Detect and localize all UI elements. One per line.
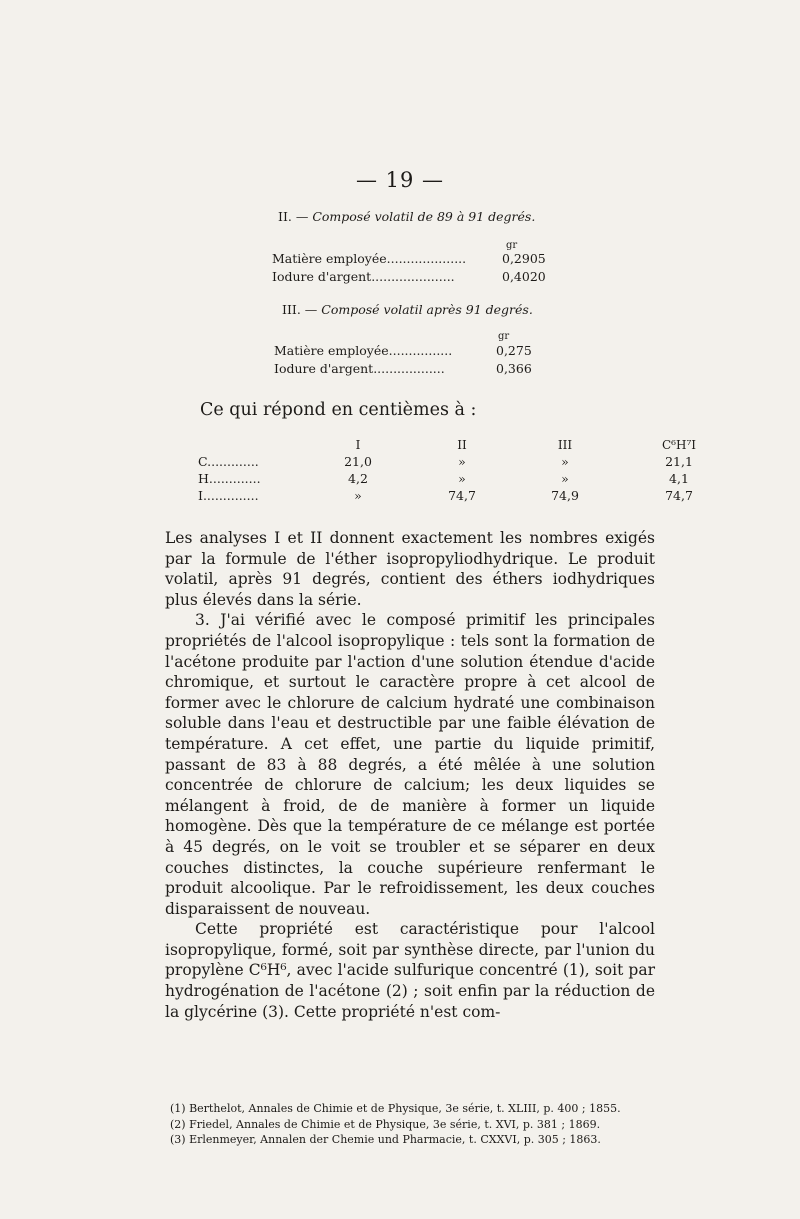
section-iii-unit: gr <box>498 331 510 342</box>
table-header-cell: III <box>557 437 573 452</box>
section-iii-heading: — Composé volatil après 91 degrés. <box>304 302 533 317</box>
table-cell: 74,9 <box>551 488 579 503</box>
table-header-cell: II <box>457 437 467 452</box>
table-cell: 21,0 <box>344 454 372 469</box>
footnote: (1) Berthelot, Annales de Chimie et de Physique, 3e série, t. XLIII, p. 400 ; 1855. <box>170 1102 621 1115</box>
table-row <box>198 453 744 470</box>
footnote: (2) Friedel, Annales de Chimie et de Physique, 3e série, t. XVI, p. 381 ; 1869. <box>170 1117 601 1131</box>
section-iii-number: III. <box>282 302 301 317</box>
measure-label: Iodure d'argent..................... <box>272 269 455 284</box>
table-cell: 4,2 <box>348 471 368 486</box>
section-ii-heading: — Composé volatil de 89 à 91 degrés. <box>295 209 536 224</box>
results-table <box>198 436 744 504</box>
section-ii-title <box>278 209 535 224</box>
section-ii-unit: gr <box>506 240 518 251</box>
table-header-cell: I <box>355 437 361 452</box>
table-cell: » <box>561 471 569 486</box>
paragraph: Cette propriété est caractéristique pour l'alcool isopropylique, formé, soit par synthèse directe, par l'union du propylène C⁶H⁶, avec l'acide sulfurique concentré (1), soit par hydrogénation de l'acétone (2) ; soit enfin par la réduction de la glycérine (3). Cette propriété n'est com- <box>165 920 655 1021</box>
table-header-cell <box>198 436 308 453</box>
row-label: H............. <box>198 471 261 486</box>
footnote: (3) Erlenmeyer, Annalen der Chemie und Pharmacie, t. CXXVI, p. 305 ; 1863. <box>170 1133 601 1146</box>
table-header-row <box>198 436 744 453</box>
paragraph: 3. J'ai vérifié avec le composé primitif les principales propriétés de l'alcool isopropylique : tels sont la formation de l'acétone produite par l'action d'une solution étendue d'acide chromique, et surtout le caractère propre à cet alcool de former avec le chlorure de calcium hydraté une combinaison soluble dans l'eau et destructible par une faible élévation de température. A cet effet, une partie du liquide primitif, passant de 83 à 88 degrés, a été mêlée à une solution concentrée de chlorure de calcium; les deux liquides se mélangent à froid, de de manière à former un liquide homogène. Dès que la température de ce mélange est portée à 45 degrés, on le voit se troubler et se séparer en deux couches distinctes, la couche supérieure renfermant le produit alcoolique. Par le refroidissement, les deux couches disparaissent de nouveau. <box>165 611 655 918</box>
measure-label: Iodure d'argent.................. <box>274 361 445 376</box>
table-cell: » <box>458 471 466 486</box>
table-cell: 74,7 <box>448 488 476 503</box>
table-row <box>198 470 744 487</box>
table-cell: 21,1 <box>665 454 693 469</box>
table-cell: 74,7 <box>665 488 693 503</box>
measure-value: 0,366 <box>496 361 532 376</box>
section-iii-title <box>282 302 533 317</box>
measure-label: Matière employée................ <box>274 343 453 358</box>
table-header-cell: C⁶H⁷I <box>661 437 696 452</box>
table-cell: 4,1 <box>669 471 689 486</box>
row-label: I.............. <box>198 488 259 503</box>
table-row <box>198 487 744 504</box>
section-ii-number: II. <box>278 209 292 224</box>
table-cell: » <box>458 454 466 469</box>
body-text <box>165 528 655 1022</box>
measure-label: Matière employée.................... <box>272 251 467 266</box>
table-cell: » <box>561 454 569 469</box>
page-number: — 19 — <box>355 168 445 192</box>
measure-value: 0,4020 <box>502 269 546 284</box>
footnotes <box>170 1101 670 1148</box>
table-cell: » <box>354 488 362 503</box>
measure-value: 0,275 <box>496 343 532 358</box>
row-label: C............. <box>198 454 259 469</box>
results-intro: Ce qui répond en centièmes à : <box>200 400 477 420</box>
paragraph: Les analyses I et II donnent exactement les nombres exigés par la formule de l'éther isopropyliodhydrique. Le produit volatil, après 91 degrés, contient des éthers iodhydriques plus élevés dans la série. <box>165 529 655 609</box>
measure-value: 0,2905 <box>502 251 546 266</box>
